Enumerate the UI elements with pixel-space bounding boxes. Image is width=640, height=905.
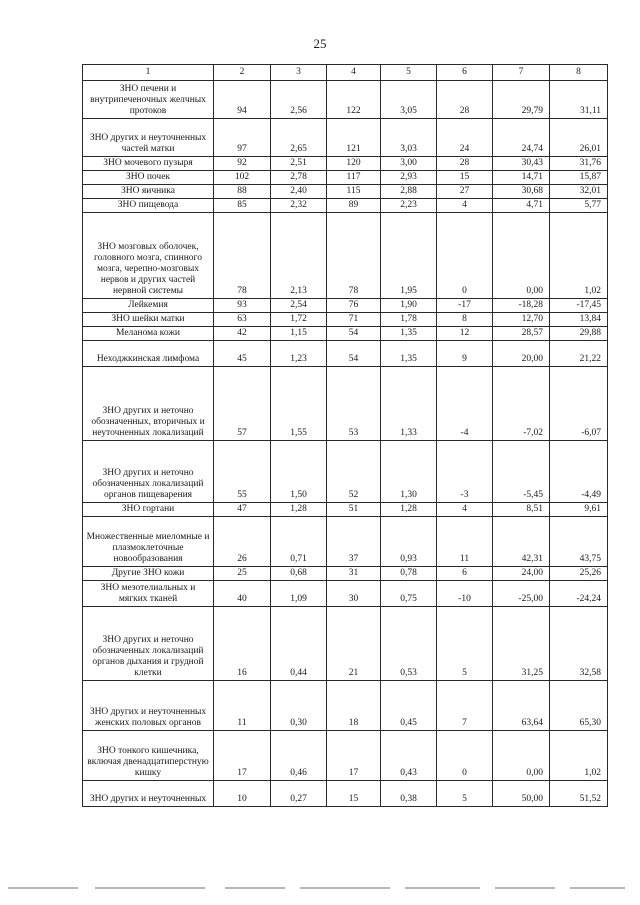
table-cell: 31,11	[550, 81, 608, 119]
table-cell: 1,33	[381, 367, 437, 441]
table-cell: -10	[437, 581, 493, 607]
table-cell: -4,49	[550, 441, 608, 503]
table-cell: 2,93	[381, 171, 437, 185]
table-cell: 42	[214, 327, 271, 341]
table-cell: 0,53	[381, 607, 437, 681]
table-cell: -7,02	[493, 367, 550, 441]
table-row	[83, 313, 608, 327]
table-cell: 8	[437, 313, 493, 327]
table-cell: 0,93	[381, 517, 437, 567]
table-cell: 0,78	[381, 567, 437, 581]
table-cell: 3,00	[381, 157, 437, 171]
table-cell: -4	[437, 367, 493, 441]
table-cell: 21,22	[550, 341, 608, 367]
table-cell: 28	[437, 81, 493, 119]
table-cell: 0,00	[493, 731, 550, 781]
table-header-row	[83, 65, 608, 81]
table-cell: 1,30	[381, 441, 437, 503]
table-row	[83, 119, 608, 157]
table-cell: 2,56	[271, 81, 327, 119]
table-row	[83, 367, 608, 441]
table-row	[83, 299, 608, 313]
table-cell: 6	[437, 567, 493, 581]
table-cell: 37	[327, 517, 381, 567]
row-label: ЗНО мезотелиальных и мягких тканей	[83, 581, 214, 607]
table-row	[83, 781, 608, 807]
table-cell: 0,44	[271, 607, 327, 681]
table-cell: 0	[437, 213, 493, 299]
table-cell: 24,74	[493, 119, 550, 157]
table-cell: 25	[214, 567, 271, 581]
column-header: 1	[83, 65, 214, 81]
row-label: ЗНО других и неточно обозначенных локализаций органов пищеварения	[83, 441, 214, 503]
table-row	[83, 681, 608, 731]
table-cell: 28,57	[493, 327, 550, 341]
table-cell: 0,00	[493, 213, 550, 299]
table-cell: -6,07	[550, 367, 608, 441]
table-cell: 0	[437, 731, 493, 781]
table-cell: 93	[214, 299, 271, 313]
table-cell: 50,00	[493, 781, 550, 807]
table-cell: 2,40	[271, 185, 327, 199]
table-cell: 29,79	[493, 81, 550, 119]
table-cell: 78	[214, 213, 271, 299]
column-header: 2	[214, 65, 271, 81]
table-cell: 28	[437, 157, 493, 171]
table-cell: 1,78	[381, 313, 437, 327]
table-cell: 0,71	[271, 517, 327, 567]
table-cell: 2,51	[271, 157, 327, 171]
row-label: ЗНО яичника	[83, 185, 214, 199]
table-cell: 65,30	[550, 681, 608, 731]
table-cell: 4	[437, 503, 493, 517]
table-cell: 15	[437, 171, 493, 185]
table-row	[83, 81, 608, 119]
table-row	[83, 517, 608, 567]
table-cell: 26	[214, 517, 271, 567]
table-cell: 88	[214, 185, 271, 199]
row-label: ЗНО других и неуточненных женских половых органов	[83, 681, 214, 731]
table-cell: 1,55	[271, 367, 327, 441]
table-cell: 42,31	[493, 517, 550, 567]
row-label: ЗНО других и неуточненных частей матки	[83, 119, 214, 157]
table-cell: 1,23	[271, 341, 327, 367]
table-cell: 5	[437, 781, 493, 807]
table-cell: 47	[214, 503, 271, 517]
table-cell: 31	[327, 567, 381, 581]
table-cell: 5,77	[550, 199, 608, 213]
table-cell: 92	[214, 157, 271, 171]
table-cell: 26,01	[550, 119, 608, 157]
row-label: ЗНО печени и внутрипеченочных желчных протоков	[83, 81, 214, 119]
table-row	[83, 441, 608, 503]
table-row	[83, 503, 608, 517]
column-header: 3	[271, 65, 327, 81]
table-cell: 2,32	[271, 199, 327, 213]
table-cell: 52	[327, 441, 381, 503]
table-cell: 2,23	[381, 199, 437, 213]
table-cell: 0,43	[381, 731, 437, 781]
table-cell: 1,02	[550, 731, 608, 781]
table-cell: 1,09	[271, 581, 327, 607]
table-cell: 102	[214, 171, 271, 185]
table-cell: 21	[327, 607, 381, 681]
row-label: ЗНО пищевода	[83, 199, 214, 213]
table-cell: 17	[214, 731, 271, 781]
table-cell: 2,88	[381, 185, 437, 199]
row-label: Множественные миеломные и плазмоклеточные новообразования	[83, 517, 214, 567]
table-cell: 3,03	[381, 119, 437, 157]
table-cell: 57	[214, 367, 271, 441]
table-cell: 45	[214, 341, 271, 367]
table-cell: 85	[214, 199, 271, 213]
row-label: Другие ЗНО кожи	[83, 567, 214, 581]
row-label: Неходжкинская лимфома	[83, 341, 214, 367]
table-cell: -17	[437, 299, 493, 313]
table-row	[83, 213, 608, 299]
table-cell: 11	[214, 681, 271, 731]
table-cell: 40	[214, 581, 271, 607]
table-cell: 8,51	[493, 503, 550, 517]
table-cell: 63,64	[493, 681, 550, 731]
table-cell: 0,30	[271, 681, 327, 731]
table-cell: 63	[214, 313, 271, 327]
table-cell: 0,38	[381, 781, 437, 807]
table-cell: 51	[327, 503, 381, 517]
table-cell: 1,72	[271, 313, 327, 327]
table-cell: 4	[437, 199, 493, 213]
table-cell: 9,61	[550, 503, 608, 517]
row-label: ЗНО других и неточно обозначенных, вторичных и неуточненных локализаций	[83, 367, 214, 441]
table-cell: 2,13	[271, 213, 327, 299]
table-cell: 32,01	[550, 185, 608, 199]
table-cell: 55	[214, 441, 271, 503]
table-cell: 1,35	[381, 341, 437, 367]
table-cell: 17	[327, 731, 381, 781]
table-cell: 1,28	[381, 503, 437, 517]
table-cell: 2,54	[271, 299, 327, 313]
table-cell: -24,24	[550, 581, 608, 607]
table-cell: 54	[327, 341, 381, 367]
column-header: 6	[437, 65, 493, 81]
table-cell: 24	[437, 119, 493, 157]
table-cell: 117	[327, 171, 381, 185]
table-row	[83, 567, 608, 581]
table-cell: 1,28	[271, 503, 327, 517]
table-cell: -3	[437, 441, 493, 503]
column-header: 5	[381, 65, 437, 81]
row-label: ЗНО мозговых оболочек, головного мозга, спинного мозга, черепно-мозговых нервов и других частей нервной системы	[83, 213, 214, 299]
row-label: ЗНО других и неуточненных	[83, 781, 214, 807]
table-cell: 4,71	[493, 199, 550, 213]
table-cell: 2,65	[271, 119, 327, 157]
table-cell: 30	[327, 581, 381, 607]
scan-artifact-line	[0, 884, 640, 892]
row-label: ЗНО мочевого пузыря	[83, 157, 214, 171]
table-row	[83, 341, 608, 367]
table-row	[83, 199, 608, 213]
table-cell: 31,25	[493, 607, 550, 681]
table-cell: 24,00	[493, 567, 550, 581]
table-cell: 31,76	[550, 157, 608, 171]
table-cell: 51,52	[550, 781, 608, 807]
column-header: 7	[493, 65, 550, 81]
row-label: ЗНО тонкого кишечника, включая двенадцатиперстную кишку	[83, 731, 214, 781]
table-cell: 43,75	[550, 517, 608, 567]
table-cell: 13,84	[550, 313, 608, 327]
table-row	[83, 581, 608, 607]
table-cell: 11	[437, 517, 493, 567]
table-cell: 10	[214, 781, 271, 807]
table-cell: 97	[214, 119, 271, 157]
table-cell: -18,28	[493, 299, 550, 313]
column-header: 4	[327, 65, 381, 81]
row-label: Меланома кожи	[83, 327, 214, 341]
table-row	[83, 607, 608, 681]
table-cell: 15,87	[550, 171, 608, 185]
row-label: ЗНО гортани	[83, 503, 214, 517]
statistics-table	[82, 64, 608, 807]
table-cell: 0,68	[271, 567, 327, 581]
table-cell: -5,45	[493, 441, 550, 503]
table-cell: -25,00	[493, 581, 550, 607]
table-cell: 0,45	[381, 681, 437, 731]
table-cell: 71	[327, 313, 381, 327]
table-cell: 78	[327, 213, 381, 299]
table-cell: 27	[437, 185, 493, 199]
table-cell: 18	[327, 681, 381, 731]
row-label: ЗНО шейки матки	[83, 313, 214, 327]
row-label: ЗНО других и неточно обозначенных локализаций органов дыхания и грудной клетки	[83, 607, 214, 681]
table-cell: 30,68	[493, 185, 550, 199]
table-cell: 0,75	[381, 581, 437, 607]
table-cell: 32,58	[550, 607, 608, 681]
table-cell: 0,27	[271, 781, 327, 807]
table-cell: -17,45	[550, 299, 608, 313]
table-cell: 54	[327, 327, 381, 341]
table-cell: 16	[214, 607, 271, 681]
table-cell: 2,78	[271, 171, 327, 185]
table-cell: 115	[327, 185, 381, 199]
table-cell: 29,88	[550, 327, 608, 341]
table-cell: 0,46	[271, 731, 327, 781]
table-row	[83, 327, 608, 341]
table-cell: 15	[327, 781, 381, 807]
table-cell: 1,02	[550, 213, 608, 299]
table-cell: 76	[327, 299, 381, 313]
table-cell: 1,90	[381, 299, 437, 313]
table-cell: 25,26	[550, 567, 608, 581]
page-number: 25	[313, 36, 327, 51]
table-cell: 12,70	[493, 313, 550, 327]
table-cell: 20,00	[493, 341, 550, 367]
table-cell: 7	[437, 681, 493, 731]
table-cell: 1,50	[271, 441, 327, 503]
table-row	[83, 157, 608, 171]
table-cell: 122	[327, 81, 381, 119]
table-row	[83, 185, 608, 199]
row-label: ЗНО почек	[83, 171, 214, 185]
table-cell: 1,95	[381, 213, 437, 299]
table-cell: 5	[437, 607, 493, 681]
table-cell: 94	[214, 81, 271, 119]
table-cell: 89	[327, 199, 381, 213]
table-cell: 53	[327, 367, 381, 441]
column-header: 8	[550, 65, 608, 81]
table-cell: 1,35	[381, 327, 437, 341]
table-cell: 14,71	[493, 171, 550, 185]
table-cell: 120	[327, 157, 381, 171]
table-cell: 30,43	[493, 157, 550, 171]
table-cell: 3,05	[381, 81, 437, 119]
table-cell: 12	[437, 327, 493, 341]
row-label: Лейкемия	[83, 299, 214, 313]
table-cell: 1,15	[271, 327, 327, 341]
table-row	[83, 731, 608, 781]
table-cell: 9	[437, 341, 493, 367]
table-row	[83, 171, 608, 185]
table-cell: 121	[327, 119, 381, 157]
